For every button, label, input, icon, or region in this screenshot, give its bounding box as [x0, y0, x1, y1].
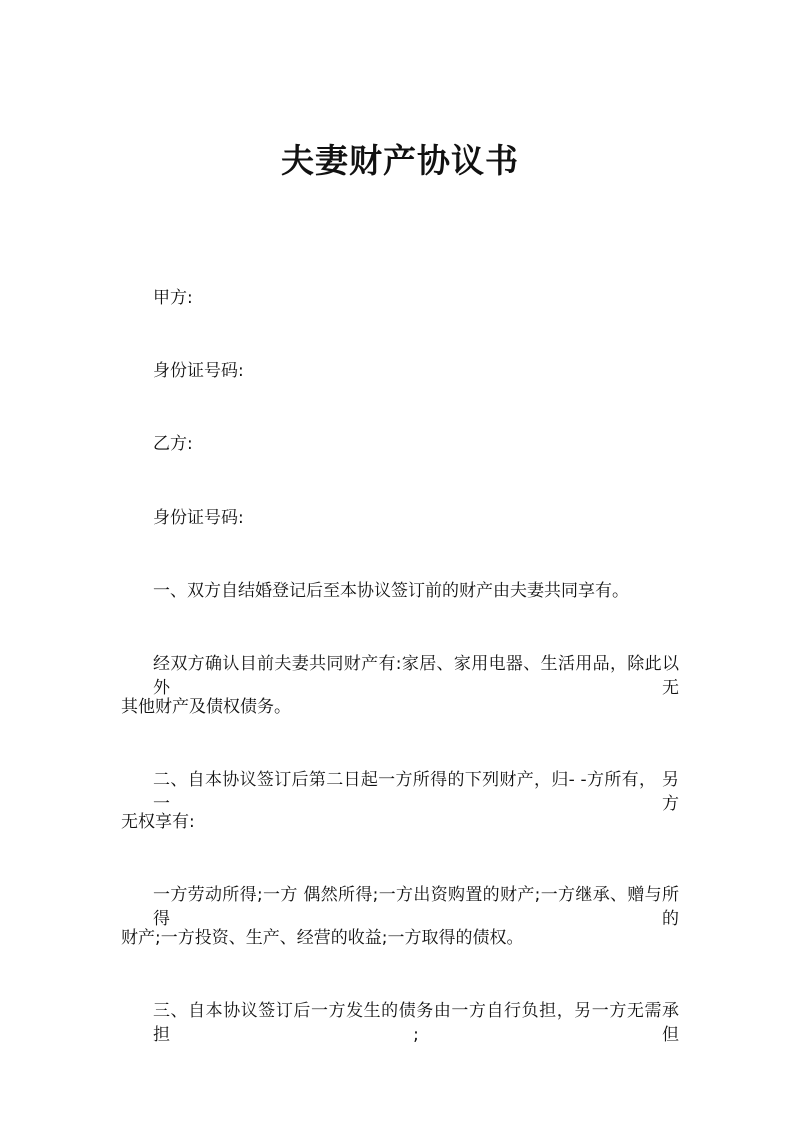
- paragraph-line: 一方劳动所得;一方 偶然所得;一方出资购置的财产;一方继承、赠与所得的: [153, 885, 679, 929]
- party-b-label: 乙方:: [153, 434, 193, 454]
- document-title: 夫妻财产协议书: [281, 141, 519, 180]
- paragraph-line: 二、自本协议签订后第二日起一方所得的下列财产，归- -方所有， 另一方: [153, 770, 679, 814]
- paragraph-line: 三、自本协议签订后一方发生的债务由一方自行负担，另一方无需承担;但: [153, 1001, 679, 1045]
- paragraph-line: 财产;一方投资、生产、经营的收益;一方取得的债权。: [121, 928, 524, 948]
- party-b-id-label: 身份证号码:: [153, 508, 244, 528]
- paragraph-line: 一、双方自结婚登记后至本协议签订前的财产由夫妻共同享有。: [153, 581, 629, 601]
- paragraph-line: 其他财产及债权债务。: [121, 697, 291, 717]
- paragraph-line: 无权享有:: [121, 812, 195, 832]
- party-a-label: 甲方:: [153, 288, 193, 308]
- party-a-id-label: 身份证号码:: [153, 361, 244, 381]
- paragraph-line: 经双方确认目前夫妻共同财产有:家居、家用电器、生活用品，除此以外无: [153, 654, 679, 698]
